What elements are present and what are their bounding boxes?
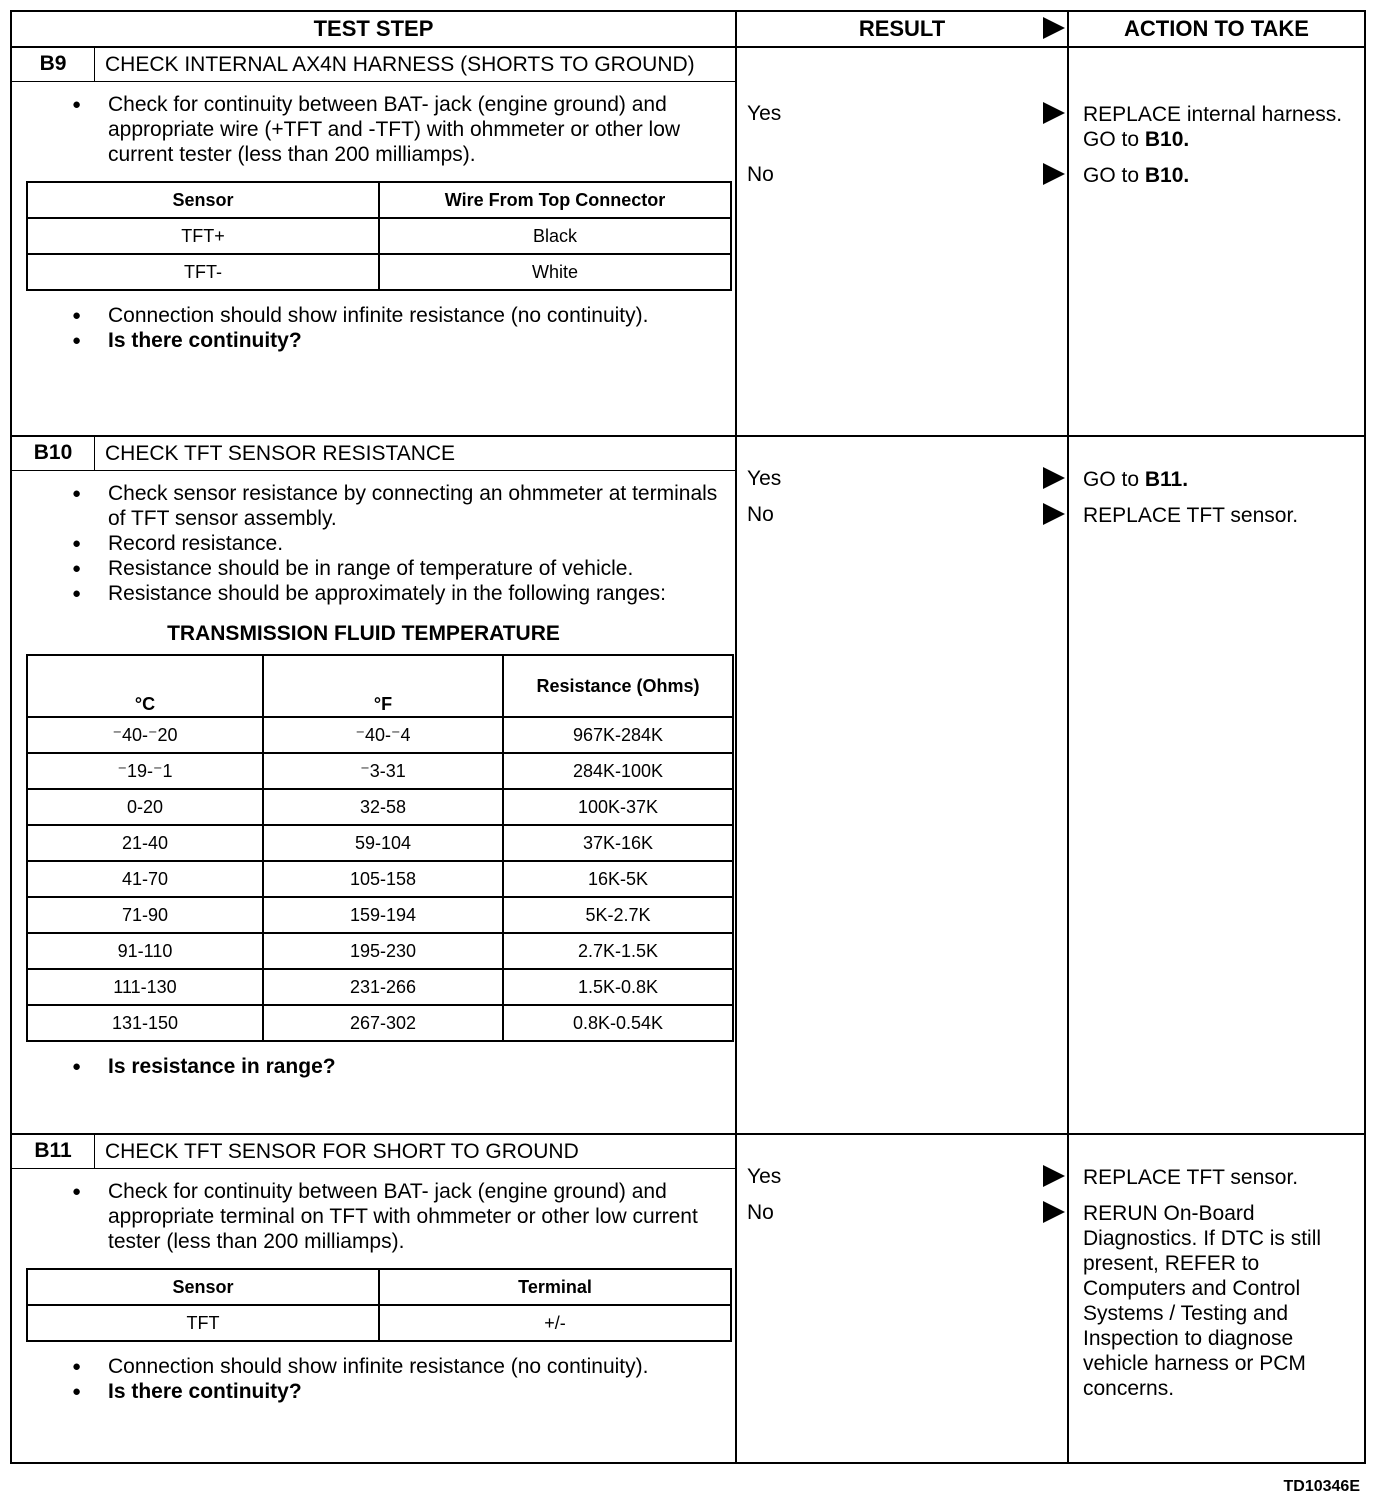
table-row (27, 861, 733, 897)
header-action: ACTION TO TAKE (1124, 16, 1309, 41)
arrow-icon (1043, 17, 1065, 39)
action-text (1083, 1165, 1358, 1190)
result-label: No (747, 163, 774, 186)
header-test-step: TEST STEP (12, 12, 737, 46)
table-cell: 100K-37K (503, 789, 733, 825)
action-text (1083, 163, 1358, 188)
action-text (1083, 1201, 1358, 1401)
result-yes (747, 1165, 1067, 1189)
step-id: B11 (12, 1135, 95, 1168)
table-cell: 16K-5K (503, 861, 733, 897)
data-table (26, 1268, 732, 1342)
table-cell: 111-130 (27, 969, 263, 1005)
table-cell: 41-70 (27, 861, 263, 897)
table-cell: 159-194 (263, 897, 503, 933)
figure-id: TD10346E (1283, 1478, 1360, 1495)
table-cell: 37K-16K (503, 825, 733, 861)
step-title: CHECK TFT SENSOR FOR SHORT TO GROUND (105, 1140, 579, 1163)
arrow-icon (1043, 1201, 1065, 1223)
table-row (27, 717, 733, 753)
action-text (1083, 467, 1358, 492)
table-cell: TFT- (27, 254, 379, 290)
result-label: No (747, 503, 774, 526)
table-cell: 267-302 (263, 1005, 503, 1041)
instruction-list-2 (12, 1054, 735, 1079)
table-header-row (27, 1269, 731, 1305)
test-step-cell (12, 437, 737, 1133)
table-header-row (27, 182, 731, 218)
instruction-item: ● Record resistance. (108, 531, 725, 556)
arrow-icon (1043, 163, 1065, 185)
table-cell: +/- (379, 1305, 731, 1341)
question: ● Is resistance in range? (108, 1054, 725, 1079)
action-step-ref: B10. (1144, 128, 1190, 151)
step-title: CHECK INTERNAL AX4N HARNESS (SHORTS TO GROUND) (105, 53, 695, 76)
action-text (1083, 503, 1358, 528)
table-cell: 91-110 (27, 933, 263, 969)
table-row (27, 218, 731, 254)
step-b10 (12, 437, 1364, 1135)
table-row (27, 969, 733, 1005)
table-row (27, 1005, 733, 1041)
header-result (737, 12, 1069, 46)
action-label: GO to (1083, 164, 1145, 187)
table-cell: 59-104 (263, 825, 503, 861)
instruction-item: ● Check for continuity between BAT- jack (engine ground) and appropriate wire (+TFT and -TFT) with ohmmeter or other low current tester (less than 200 milliamps). (108, 92, 725, 167)
result-label: Yes (747, 1165, 782, 1188)
table-row (27, 789, 733, 825)
table-cell: TFT+ (27, 218, 379, 254)
table-cell: 21-40 (27, 825, 263, 861)
table-cell: 32-58 (263, 789, 503, 825)
table-header-cell: Wire From Top Connector (379, 182, 731, 218)
table-header-cell: Sensor (27, 1269, 379, 1305)
table-header-cell: °C (27, 655, 263, 717)
action-cell (1069, 1135, 1364, 1462)
arrow-icon (1043, 503, 1065, 525)
action-label: RERUN On-Board Diagnostics. If DTC is still present, REFER to Computers and Control Systems / Testing and Inspection to diagnose vehicle harness or PCM concerns. (1083, 1202, 1322, 1400)
table-cell: 1.5K-0.8K (503, 969, 733, 1005)
table-cell: ⁻40-⁻4 (263, 717, 503, 753)
table-cell: Black (379, 218, 731, 254)
question: ● Is there continuity? (108, 328, 725, 353)
step-b9 (12, 48, 1364, 437)
table-row (27, 933, 733, 969)
result-cell (737, 437, 1069, 1133)
table-cell: White (379, 254, 731, 290)
test-step-cell (12, 48, 737, 435)
data-table (26, 181, 732, 291)
result-cell (737, 1135, 1069, 1462)
instruction-item: ● Resistance should be approximately in the following ranges: (108, 581, 725, 606)
table-row (27, 753, 733, 789)
table-cell: 967K-284K (503, 717, 733, 753)
result-cell (737, 48, 1069, 435)
instruction-list (12, 471, 735, 606)
table-cell: 131-150 (27, 1005, 263, 1041)
instruction-item: ● Connection should show infinite resistance (no continuity). (108, 303, 725, 328)
action-step-ref: B11. (1144, 468, 1189, 491)
result-label: Yes (747, 467, 782, 490)
instruction-list-2 (12, 303, 735, 353)
table-cell: 105-158 (263, 861, 503, 897)
instruction-item: ● Connection should show infinite resistance (no continuity). (108, 1354, 725, 1379)
table-header-cell: Sensor (27, 182, 379, 218)
step-id: B9 (12, 48, 95, 81)
arrow-icon (1043, 102, 1065, 124)
step-title: CHECK TFT SENSOR RESISTANCE (105, 442, 456, 465)
header-row (12, 12, 1364, 48)
arrow-icon (1043, 1165, 1065, 1187)
result-no (747, 503, 1067, 527)
table-cell: 195-230 (263, 933, 503, 969)
table-header-cell: °F (263, 655, 503, 717)
action-label: REPLACE TFT sensor. (1083, 504, 1299, 527)
instruction-list-2 (12, 1354, 735, 1404)
table-header-row (27, 655, 733, 717)
action-label: REPLACE TFT sensor. (1083, 1166, 1299, 1189)
action-cell (1069, 437, 1364, 1133)
table-cell: ⁻3-31 (263, 753, 503, 789)
instruction-list (12, 82, 735, 167)
result-yes (747, 467, 1067, 491)
instruction-item: ● Check sensor resistance by connecting an ohmmeter at terminals of TFT sensor assembly. (108, 481, 725, 531)
instruction-item: ● Check for continuity between BAT- jack (engine ground) and appropriate terminal on TFT with ohmmeter or other low current tester (less than 200 milliamps). (108, 1179, 725, 1254)
table-cell: 284K-100K (503, 753, 733, 789)
table-cell: 2.7K-1.5K (503, 933, 733, 969)
table-cell: 0.8K-0.54K (503, 1005, 733, 1041)
result-no (747, 1201, 1067, 1225)
result-label: No (747, 1201, 774, 1224)
table-row (27, 825, 733, 861)
table-title: TRANSMISSION FLUID TEMPERATURE (167, 622, 560, 645)
action-step-ref: B10. (1144, 164, 1190, 187)
table-header-cell: Terminal (379, 1269, 731, 1305)
action-label: GO to (1083, 468, 1145, 491)
step-b11 (12, 1135, 1364, 1462)
diagnostic-table (10, 10, 1366, 1464)
table-row (27, 1305, 731, 1341)
action-cell (1069, 48, 1364, 435)
table-cell: ⁻19-⁻1 (27, 753, 263, 789)
step-header (12, 437, 735, 471)
step-id: B10 (12, 437, 95, 470)
action-text (1083, 102, 1358, 152)
table-cell: 71-90 (27, 897, 263, 933)
result-label: Yes (747, 102, 782, 125)
table-row (27, 254, 731, 290)
table-cell: 0-20 (27, 789, 263, 825)
table-cell: 5K-2.7K (503, 897, 733, 933)
table-cell: ⁻40-⁻20 (27, 717, 263, 753)
table-row (27, 897, 733, 933)
data-table (26, 654, 734, 1042)
table-header-cell: Resistance (Ohms) (503, 655, 733, 717)
arrow-icon (1043, 467, 1065, 489)
instruction-item: ● Resistance should be in range of temperature of vehicle. (108, 556, 725, 581)
step-header (12, 1135, 735, 1169)
action-label: REPLACE internal harness. GO to (1083, 103, 1343, 151)
instruction-list (12, 1169, 735, 1254)
table-cell: TFT (27, 1305, 379, 1341)
step-header (12, 48, 735, 82)
result-yes (747, 102, 1067, 126)
header-result-label: RESULT (858, 16, 946, 41)
question: ● Is there continuity? (108, 1379, 725, 1404)
result-no (747, 163, 1067, 187)
test-step-cell (12, 1135, 737, 1462)
table-cell: 231-266 (263, 969, 503, 1005)
